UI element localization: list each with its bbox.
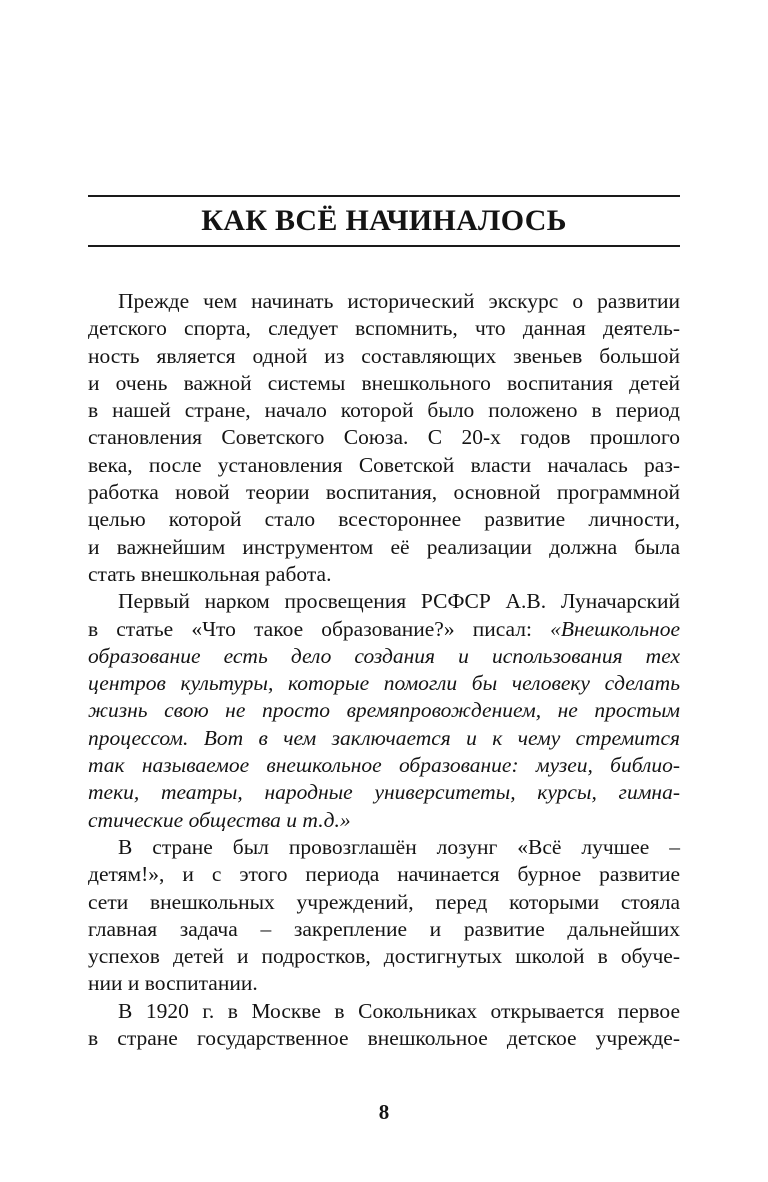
quote-line: теки, театры, народные университеты, курсы, гимна- [88,780,680,805]
text-line: Прежде чем начинать исторический экскурс о развитии [118,289,680,313]
quote-line: так называемое внешкольное образование: музеи, библио- [88,753,680,778]
text-line: работка новой теории воспитания, основной программной [88,480,680,505]
quote-line: процессом. Вот в чем заключается и к чему стремится [88,725,680,750]
text-line: В стране был провозглашён лозунг «Всё лучшее – [118,834,680,859]
text-line: нии и воспитании. [88,971,258,996]
text-line: главная задача – закрепление и развитие дальнейших [88,916,680,941]
body-text [88,288,680,1052]
quote-span: «Внешкольное [550,616,680,641]
quote-line: центров культуры, которые помогли бы человеку сделать [88,671,680,696]
text-line: Первый нарком просвещения РСФСР А.В. Луначарский [118,589,680,614]
text-line: становления Советского Союза. С 20-х годов прошлого [88,425,680,450]
quote-line: стические общества и т.д.» [88,807,351,832]
text-line: детям!», и с этого периода начинается бурное развитие [88,862,680,887]
text-line-mixed [88,616,680,643]
quote-line: образование есть дело создания и использования тех [88,643,680,668]
text-line: в стране государственное внешкольное детское учрежде- [88,1026,680,1051]
text-line: в нашей стране, начало которой было положено в период [88,398,680,423]
text-line: В 1920 г. в Москве в Сокольниках открывается первое [118,998,680,1023]
text-line: успехов детей и подростков, достигнутых школой в обуче- [88,944,680,969]
chapter-title: КАК ВСЁ НАЧИНАЛОСЬ [201,204,567,237]
text-line: детского спорта, следует вспомнить, что данная деятель- [88,316,680,341]
text-line: и важнейшим инструментом её реализации должна была [88,534,680,559]
text-line: ность является одной из составляющих звеньев большой [88,343,680,368]
page-number: 8 [378,1100,390,1124]
text-line: и очень важной системы внешкольного воспитания детей [88,370,680,395]
text-line: века, после установления Советской власти началась раз- [88,452,680,477]
text-line: сети внешкольных учреждений, перед которыми стояла [88,889,680,914]
text-line: стать внешкольная работа. [88,561,332,586]
chapter-title-block [88,195,680,247]
text-span: в статье «Что такое образование?» писал: [88,616,551,641]
quote-line: жизнь свою не просто времяпровождением, не простым [88,698,680,723]
text-line: целью которой стало всестороннее развитие личности, [88,507,680,532]
